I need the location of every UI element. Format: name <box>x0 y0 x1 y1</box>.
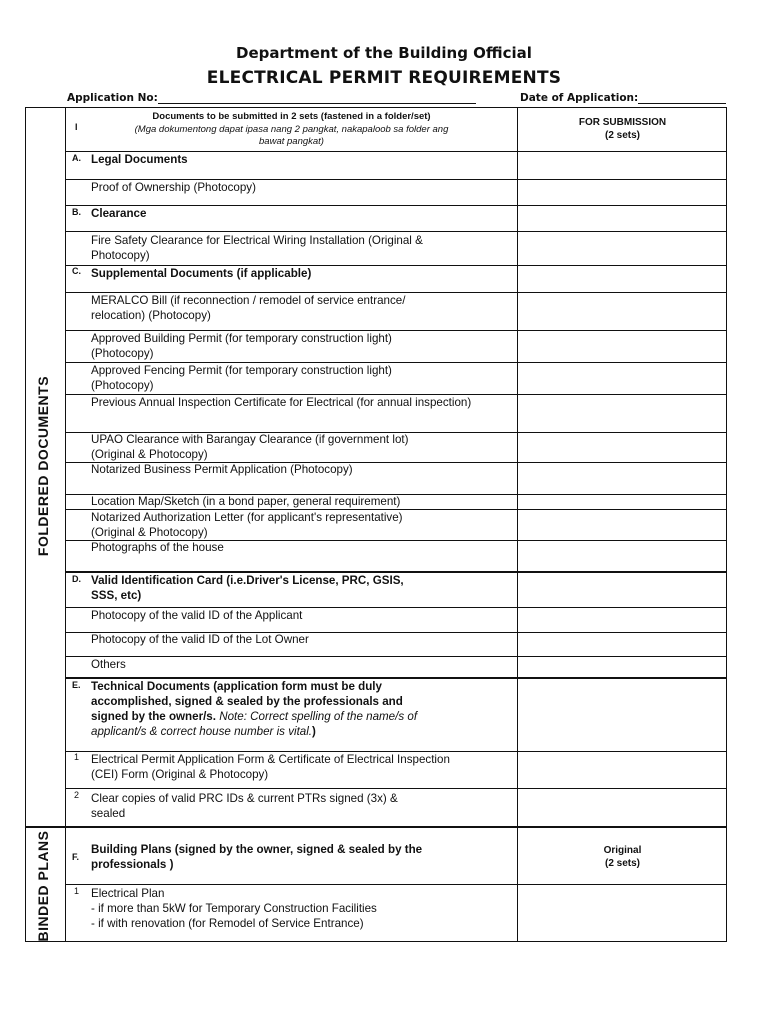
section-e-letter: E. <box>72 680 81 690</box>
row-divider <box>65 884 727 885</box>
item-f1-number: 1 <box>74 886 80 896</box>
item-auth-line1: Notarized Authorization Letter (for applicant's representative) <box>91 511 403 524</box>
section-d-line1: Valid Identification Card (i.e.Driver's License, PRC, GSIS, <box>91 574 404 587</box>
row-divider <box>65 788 727 789</box>
item-approved-fencing-permit <box>91 363 392 393</box>
item-fire-safety-clearance <box>91 233 423 263</box>
item-f1-line1: Electrical Plan <box>91 887 165 900</box>
section-b-letter: B. <box>72 207 81 217</box>
item-e1-line1: Electrical Permit Application Form & Certificate of Electrical Inspection <box>91 753 450 766</box>
section-e-line1: Technical Documents (application form must be duly <box>91 680 382 693</box>
for-submission-line2: (2 sets) <box>604 130 640 141</box>
documents-header <box>66 111 517 149</box>
section-e-line4 <box>91 724 417 739</box>
section-f-submission-line2: (2 sets) <box>604 858 640 869</box>
section-f-submission <box>518 844 727 870</box>
documents-header-line1: Documents to be submitted in 2 sets (fastened in a folder/set) <box>152 111 431 122</box>
submission-column-divider <box>517 108 518 942</box>
section-e-line2: accomplished, signed & sealed by the professionals and <box>91 695 403 708</box>
section-d-letter: D. <box>72 574 81 584</box>
item-authorization-letter <box>91 510 403 540</box>
department-title: Department of the Building Official <box>236 44 532 62</box>
for-submission-line1: FOR SUBMISSION <box>578 117 667 128</box>
item-others: Others <box>91 658 126 671</box>
section-c-letter: C. <box>72 266 81 276</box>
section-b-title: Clearance <box>91 207 147 220</box>
item-annual-inspection-certificate: Previous Annual Inspection Certificate for Electrical (for annual inspection) <box>91 396 472 409</box>
binded-plans-label: BINDED PLANS <box>35 830 51 942</box>
section-e-title <box>91 679 417 739</box>
section-a-title: Legal Documents <box>91 153 188 166</box>
row-divider <box>65 205 727 206</box>
section-e-line3-bold: signed by the owner/s. <box>91 710 216 723</box>
item-f1-line2: - if more than 5kW for Temporary Construction Facilities <box>91 902 377 915</box>
left-column-divider <box>65 108 66 942</box>
item-meralco-line2: relocation) (Photocopy) <box>91 309 211 322</box>
item-e2-number: 2 <box>74 790 80 800</box>
item-fencing-line1: Approved Fencing Permit (for temporary construction light) <box>91 364 392 377</box>
application-no-line <box>158 93 476 104</box>
foldered-documents-label: FOLDERED DOCUMENTS <box>35 375 51 557</box>
item-upao-clearance <box>91 432 408 462</box>
section-a-letter: A. <box>72 153 81 163</box>
item-proof-of-ownership: Proof of Ownership (Photocopy) <box>91 181 256 194</box>
item-building-line2: (Photocopy) <box>91 347 154 360</box>
item-fire-safety-line1: Fire Safety Clearance for Electrical Wiring Installation (Original & <box>91 234 423 247</box>
page-title: ELECTRICAL PERMIT REQUIREMENTS <box>206 68 562 88</box>
section-f-line1: Building Plans (signed by the owner, signed & sealed by the <box>91 843 423 856</box>
section-e-line4-note: applicant/s & correct house number is vital. <box>91 725 313 738</box>
item-id-lot-owner: Photocopy of the valid ID of the Lot Owner <box>91 633 309 646</box>
item-building-line1: Approved Building Permit (for temporary construction light) <box>91 332 392 345</box>
section-f-submission-line1: Original <box>603 845 642 856</box>
section-f-line2: professionals ) <box>91 858 174 871</box>
item-approved-building-permit <box>91 331 392 361</box>
item-prc-ids <box>91 791 398 821</box>
item-e1-number: 1 <box>74 752 80 762</box>
date-of-application-line <box>638 93 726 104</box>
section-f-letter: F. <box>72 852 80 862</box>
section-e-line3-note: Note: Correct spelling of the name/s of <box>215 710 418 723</box>
item-location-map: Location Map/Sketch (in a bond paper, general requirement) <box>91 495 401 508</box>
item-electrical-permit-form <box>91 752 450 782</box>
item-e1-line2: (CEI) Form (Original & Photocopy) <box>91 768 269 781</box>
application-no-label: Application No: <box>67 92 158 104</box>
roman-numeral: I <box>75 122 78 132</box>
section-c-title: Supplemental Documents (if applicable) <box>91 267 312 280</box>
date-of-application-label: Date of Application: <box>520 92 639 104</box>
row-divider <box>65 656 727 657</box>
item-photographs: Photographs of the house <box>91 541 224 554</box>
item-f1-line3: - if with renovation (for Remodel of Service Entrance) <box>91 917 364 930</box>
section-f-title <box>91 842 422 872</box>
application-no-field <box>67 92 476 104</box>
section-e-line4-close: ) <box>312 725 316 738</box>
section-d-line2: SSS, etc) <box>91 589 142 602</box>
item-business-permit: Notarized Business Permit Application (Photocopy) <box>91 463 353 476</box>
item-meralco-line1: MERALCO Bill (if reconnection / remodel of service entrance/ <box>91 294 406 307</box>
section-d-title <box>91 573 404 603</box>
date-of-application-field <box>520 92 726 104</box>
item-fencing-line2: (Photocopy) <box>91 379 154 392</box>
item-e2-line2: sealed <box>91 807 126 820</box>
row-divider <box>65 231 727 232</box>
item-e2-line1: Clear copies of valid PRC IDs & current PTRs signed (3x) & <box>91 792 398 805</box>
item-upao-line2: (Original & Photocopy) <box>91 448 208 461</box>
item-meralco-bill <box>91 293 405 323</box>
item-upao-line1: UPAO Clearance with Barangay Clearance (if government lot) <box>91 433 409 446</box>
documents-header-line3: bawat pangkat) <box>259 136 324 147</box>
plans-divider <box>25 826 727 828</box>
item-id-applicant: Photocopy of the valid ID of the Applicant <box>91 609 303 622</box>
section-e-line3 <box>91 709 417 724</box>
documents-header-line2: (Mga dokumentong dapat ipasa nang 2 pangkat, nakapaloob sa folder ang <box>134 123 449 135</box>
for-submission-header <box>518 116 727 142</box>
item-electrical-plan <box>91 886 377 931</box>
item-auth-line2: (Original & Photocopy) <box>91 526 208 539</box>
item-fire-safety-line2: Photocopy) <box>91 249 150 262</box>
